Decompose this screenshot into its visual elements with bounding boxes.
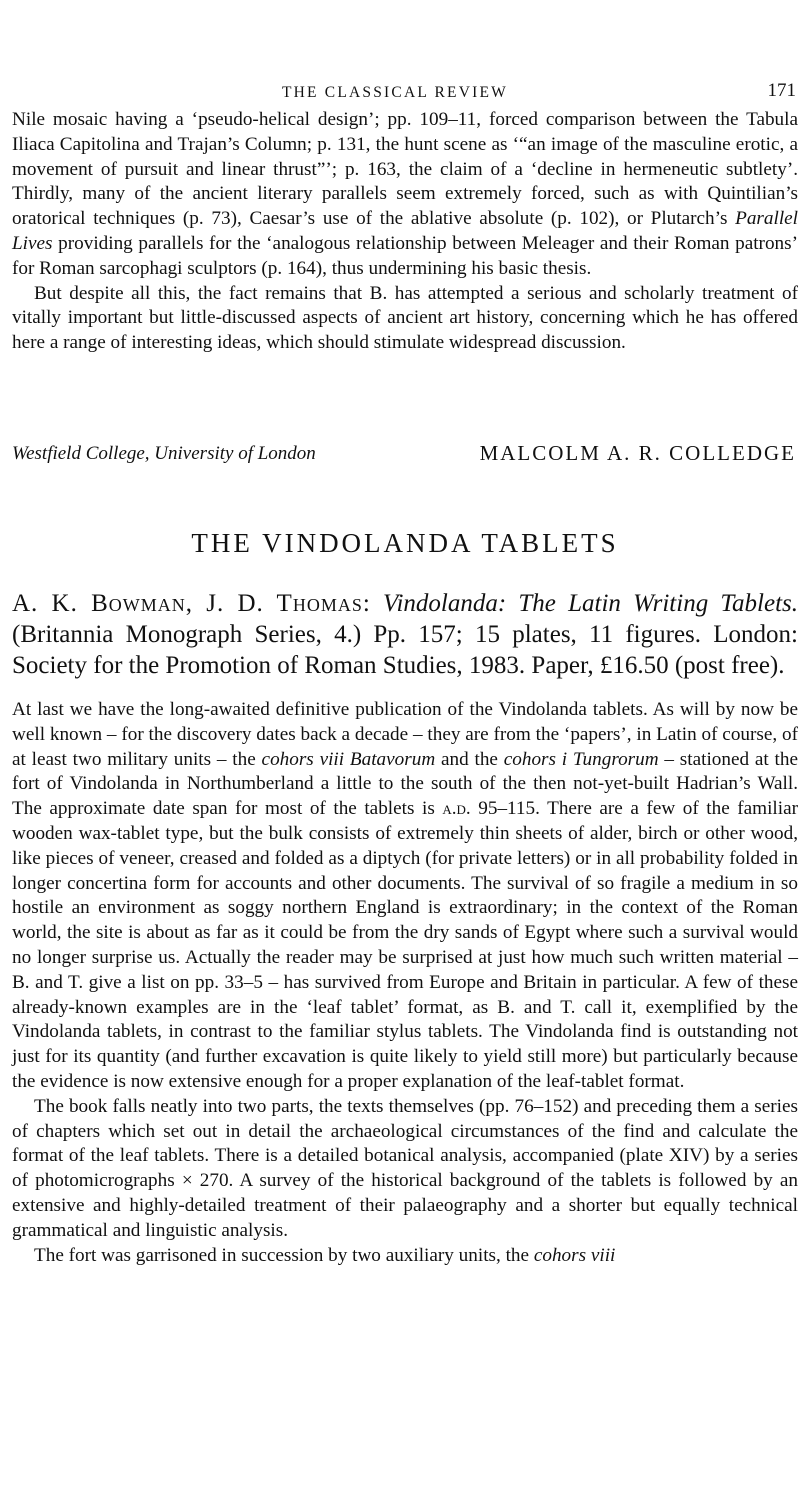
running-head — [12, 80, 798, 104]
book-authors: A. K. Bowman, J. D. Thomas: — [12, 590, 371, 617]
reviewer-affiliation: Westfield College, University of London — [12, 443, 316, 464]
review-paragraph-1: At last we have the long-awaited definitive publication of the Vindolanda tablets. As will by now be well known – for the discovery dates back a decade – they are from the ‘papers’, in Latin of course, of at least two military units – the cohors viii Batavorum and the cohors i Tungrorum – stationed at the fort of Vindolanda in Northumberland a little to the south of the then not-yet-built Hadrian’s Wall. The approximate date span for most of the tablets is a.d. 95–115. There are a few of the familiar wooden wax-tablet type, but the bulk consists of extremely thin sheets of alder, birch or other wood, like pieces of veneer, creased and folded as a diptych (for private letters) or in all probability folded in longer concertina form for accounts and other documents. The survival of so fragile a medium in so hostile an environment as soggy northern England is extraordinary; in the context of the Roman world, the site is about as far as it could be from the dry sands of Egypt where such a survival would no longer surprise us. Actually the reader may be surprised at just how much such written material – B. and T. give a list on pp. 33–5 – has survived from Europe and Britain in particular. A few of these already-known examples are in the ‘leaf tablet’ format, as B. and T. call it, exemplified by the Vindolanda tablets, in contrast to the familiar stylus tablets. The Vindolanda find is outstanding not just for its quantity (and further excavation is quite likely to yield still more) but particularly because the evidence is now extensive enough for a proper explanation of the leaf-tablet format. — [12, 699, 798, 1092]
review-title: THE VINDOLANDA TABLETS — [191, 528, 619, 558]
signature-line — [12, 440, 798, 470]
book-details: (Britannia Monograph Series, 4.) Pp. 157; 15 plates, 11 figures. London: Society for the Promotion of Roman Studies, 1983. Paper, £16.50 (post free). — [12, 621, 798, 679]
book-reference — [12, 588, 798, 681]
previous-review-paragraph-2: But despite all this, the fact remains that B. has attempted a serious and scholarly treatment of vitally important but little-discussed aspects of ancient art history, concerning which he has offered here a range of interesting ideas, which should stimulate widespread discussion. — [12, 282, 798, 354]
running-title: THE CLASSICAL REVIEW — [282, 84, 508, 101]
review-paragraph-3: The fort was garrisoned in succession by two auxiliary units, the cohors viii — [34, 1244, 616, 1266]
previous-review-body — [12, 108, 798, 356]
previous-review-paragraph-1: Nile mosaic having a ‘pseudo-helical design’; pp. 109–11, forced comparison between the Tabula Iliaca Capitolina and Trajan’s Column; p. 131, the hunt scene as ‘“an image of the masculine erotic, a movement of pursuit and linear thrust”’; p. 163, the claim of a ‘decline in hermeneutic subtlety’. Thirdly, many of the ancient literary parallels seem extremely forced, such as with Quintilian’s oratorical techniques (p. 73), Caesar’s use of the ablative absolute (p. 102), or Plutarch’s Parallel Lives providing parallels for the ‘analogous relationship between Meleager and their Roman patrons’ for Roman sarcophagi sculptors (p. 164), thus undermining his basic thesis. — [12, 109, 798, 279]
book-title: Vindolanda: The Latin Writing Tablets. — [383, 590, 799, 617]
reviewer-name: MALCOLM A. R. COLLEDGE — [479, 441, 796, 465]
review-paragraph-2: The book falls neatly into two parts, the texts themselves (pp. 76–152) and preceding them a series of chapters which set out in detail the archaeological circumstances of the find and calculate the format of the leaf tablets. There is a detailed botanical analysis, accompanied (plate XIV) by a series of photomicrographs × 270. A survey of the historical background of the tablets is followed by an extensive and highly-detailed treatment of their palaeography and a shorter but equally technical grammatical and linguistic analysis. — [12, 1095, 798, 1241]
page-number: 171 — [767, 80, 796, 101]
review-body — [12, 698, 798, 1268]
